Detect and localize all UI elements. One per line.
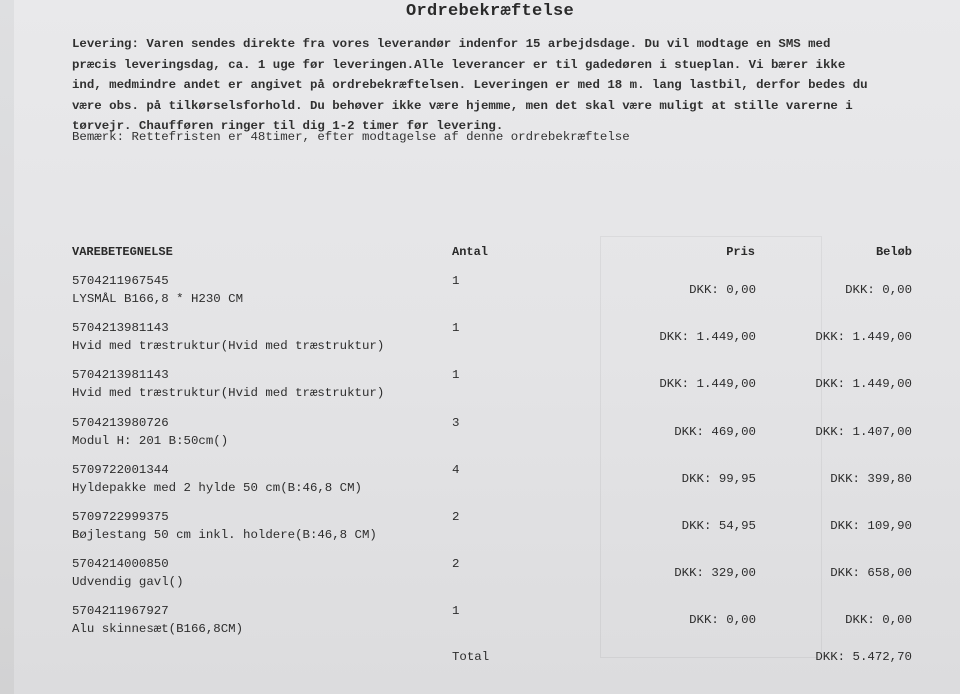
total-label: Total bbox=[452, 650, 490, 664]
delivery-line: præcis leveringsdag, ca. 1 uge før leveringen.Alle leverancer er til gadedøren i stueplan. Vi bærer ikke bbox=[72, 57, 846, 72]
header-price: Pris bbox=[726, 245, 755, 259]
item-description: Udvendig gavl() bbox=[72, 575, 184, 590]
item-description: Bøjlestang 50 cm inkl. holdere(B:46,8 CM) bbox=[72, 528, 377, 542]
item-price: DKK: 329,00 bbox=[674, 566, 756, 581]
item-code: 5704214000850 bbox=[72, 557, 169, 572]
item-code: 5709722001344 bbox=[72, 462, 169, 477]
item-description: Alu skinnesæt(B166,8CM) bbox=[72, 622, 244, 637]
item-code: 5704213980726 bbox=[72, 415, 169, 430]
delivery-line: Levering: Varen sendes direkte fra vores leverandør indenfor 15 arbejdsdage. Du vil modtage en SMS med bbox=[72, 37, 831, 51]
header-item: VAREBETEGNELSE bbox=[72, 245, 173, 259]
item-description: LYSMÅL B166,8 * H230 CM bbox=[72, 292, 244, 306]
item-quantity: 2 bbox=[452, 557, 460, 572]
faint-frame bbox=[600, 236, 822, 658]
item-amount: DKK: 109,90 bbox=[830, 519, 912, 533]
item-price: DKK: 1.449,00 bbox=[659, 330, 756, 345]
item-code: 5704211967927 bbox=[72, 604, 169, 619]
item-amount: DKK: 1.449,00 bbox=[815, 377, 912, 392]
item-quantity: 2 bbox=[452, 510, 460, 524]
item-quantity: 1 bbox=[452, 604, 460, 619]
item-description: Modul H: 201 B:50cm() bbox=[72, 433, 229, 448]
item-code: 5709722999375 bbox=[72, 510, 169, 524]
item-amount: DKK: 399,80 bbox=[830, 471, 912, 486]
item-price: DKK: 1.449,00 bbox=[659, 377, 756, 392]
item-price: DKK: 54,95 bbox=[681, 519, 756, 533]
delivery-line: være obs. på tilkørselsforhold. Du behøver ikke være hjemme, men det skal være muligt at stille varerne i bbox=[72, 98, 853, 113]
item-amount: DKK: 658,00 bbox=[830, 566, 912, 581]
document-title: Ordrebekræftelse bbox=[405, 2, 575, 21]
item-description: Hvid med træstruktur(Hvid med træstruktur) bbox=[72, 386, 385, 401]
header-qty: Antal bbox=[452, 245, 489, 259]
item-code: 5704213981143 bbox=[72, 368, 169, 383]
item-price: DKK: 469,00 bbox=[674, 424, 756, 439]
item-amount: DKK: 0,00 bbox=[845, 613, 912, 628]
item-quantity: 3 bbox=[452, 415, 460, 430]
item-price: DKK: 0,00 bbox=[689, 283, 756, 297]
item-quantity: 1 bbox=[452, 274, 460, 288]
item-code: 5704213981143 bbox=[72, 321, 169, 336]
item-quantity: 4 bbox=[452, 462, 460, 477]
item-quantity: 1 bbox=[452, 368, 460, 383]
delivery-line: tørvejr. Chaufføren ringer til dig 1-2 timer før levering. bbox=[72, 119, 504, 134]
delivery-line: ind, medmindre andet er angivet på ordrebekræftelsen. Leveringen er med 18 m. lang lastbil, derfor bedes du bbox=[72, 78, 868, 93]
item-price: DKK: 0,00 bbox=[689, 613, 756, 628]
correction-note: Bemærk: Rettefristen er 48timer, efter modtagelse af denne ordrebekræftelse bbox=[72, 130, 630, 144]
item-price: DKK: 99,95 bbox=[681, 471, 756, 486]
item-quantity: 1 bbox=[452, 321, 460, 336]
item-description: Hvid med træstruktur(Hvid med træstruktur) bbox=[72, 339, 385, 354]
delivery-paragraph bbox=[72, 34, 922, 137]
total-value: DKK: 5.472,70 bbox=[815, 650, 912, 664]
header-amount: Beløb bbox=[875, 245, 912, 259]
item-amount: DKK: 1.407,00 bbox=[815, 424, 912, 439]
item-description: Hyldepakke med 2 hylde 50 cm(B:46,8 CM) bbox=[72, 480, 362, 495]
item-amount: DKK: 1.449,00 bbox=[815, 330, 912, 345]
item-amount: DKK: 0,00 bbox=[845, 283, 912, 297]
item-code: 5704211967545 bbox=[72, 274, 169, 288]
